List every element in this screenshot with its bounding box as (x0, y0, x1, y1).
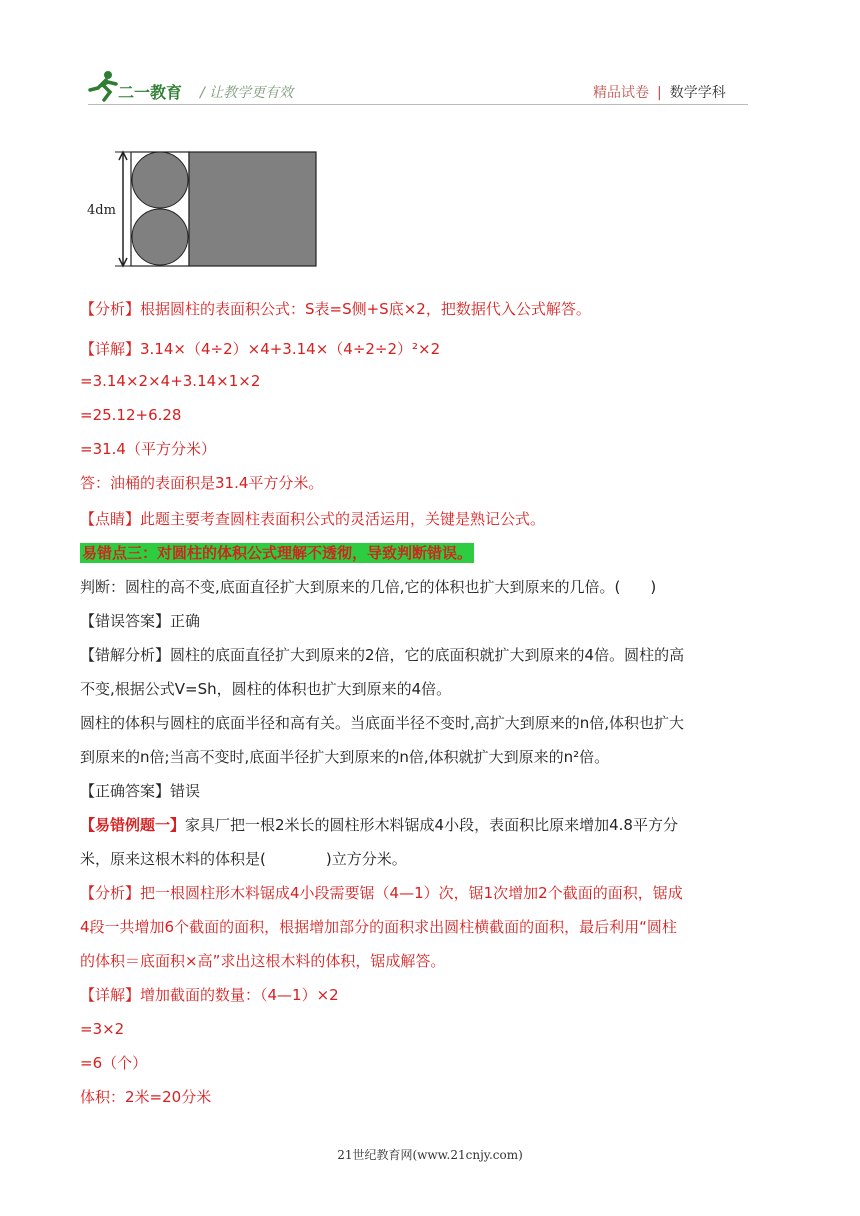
explanation-2: 到原来的n倍;当高不变时,底面半径扩大到原来的n倍,体积就扩大到原来的n²倍。 (80, 748, 610, 766)
comment-line: 【点睛】此题主要考查圆柱表面积公式的灵活运用，关键是熟记公式。 (80, 510, 546, 528)
answer-line: 答：油桶的表面积是31.4平方分米。 (80, 474, 324, 492)
explanation-1: 圆柱的体积与圆柱的底面半径和高有关。当底面半径不变时,高扩大到原来的n倍,体积也扩大 (80, 714, 685, 732)
header-subject-name: 数学学科 (669, 85, 726, 101)
wrong-analysis-1: 【错解分析】圆柱的底面直径扩大到原来的2倍，它的底面积就扩大到原来的4倍。圆柱的高 (80, 646, 685, 664)
solution-step-2: =25.12+6.28 (80, 406, 182, 424)
example-solution-2: =3×2 (80, 1020, 125, 1038)
example-solution-3: =6（个） (80, 1054, 148, 1072)
header-subject (593, 82, 726, 102)
example-question-1 (80, 814, 678, 836)
solution-line: 【详解】3.14×（4÷2）×4+3.14×（4÷2÷2）²×2 (80, 340, 441, 358)
example-analysis-3: 的体积＝底面积×高”求出这根木料的体积，锯成解答。 (80, 952, 446, 970)
example-solution-4: 体积：2米=20分米 (80, 1088, 212, 1106)
solution-step-3: =31.4（平方分米） (80, 440, 216, 458)
example-text: 家具厂把一根2米长的圆柱形木料锯成4小段，表面积比原来增加4.8平方分 (185, 816, 678, 834)
logo-text: 二一教育 (118, 83, 183, 102)
figure-dimension-label: 4dm (87, 203, 116, 218)
example-analysis-1: 【分析】把一根圆柱形木料锯成4小段需要锯（4—1）次，锯1次增加2个截面的面积，锯成 (80, 884, 683, 902)
solution-step-1: =3.14×2×4+3.14×1×2 (80, 372, 261, 390)
cylinder-net-figure (85, 145, 325, 275)
wrong-analysis-2: 不变,根据公式V=Sh，圆柱的体积也扩大到原来的4倍。 (80, 680, 452, 698)
judge-question: 判断：圆柱的高不变,底面直径扩大到原来的几倍,它的体积也扩大到原来的几倍。( ) (80, 578, 657, 596)
header-rule (88, 104, 748, 105)
analysis-line: 【分析】根据圆柱的表面积公式：S表=S侧+S底×2，把数据代入公式解答。 (80, 300, 591, 318)
runner-logo-icon (88, 70, 118, 102)
example-label: 【易错例题一】 (80, 816, 186, 834)
error-point-heading (80, 542, 474, 564)
slogan: / 让教学更有效 (200, 85, 294, 101)
example-question-2: 米，原来这根木料的体积是( )立方分米。 (80, 850, 407, 868)
example-solution-1: 【详解】增加截面的数量：（4—1）×2 (80, 986, 339, 1004)
page-footer: 21世纪教育网(www.21cnjy.com) (337, 1148, 523, 1162)
header-tag: 精品试卷 (593, 85, 649, 101)
correct-answer: 【正确答案】错误 (80, 782, 201, 800)
wrong-answer: 【错误答案】正确 (80, 612, 201, 630)
page-header (0, 0, 860, 110)
example-analysis-2: 4段一共增加6个截面的面积，根据增加部分的面积求出圆柱横截面的面积，最后利用“圆柱 (80, 918, 677, 936)
header-separator: | (657, 85, 662, 101)
error-point-title: 易错点三：对圆柱的体积公式理解不透彻，导致判断错误。 (82, 544, 473, 562)
